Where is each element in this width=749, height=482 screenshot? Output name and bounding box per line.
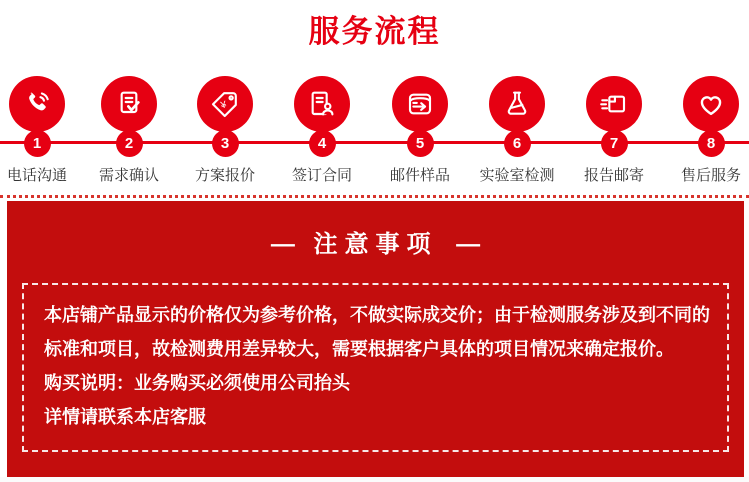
process-step-5	[365, 70, 475, 185]
process-step-4	[267, 70, 377, 185]
step-label: 报告邮寄	[583, 167, 644, 184]
mail-sample-icon	[392, 76, 448, 132]
svg-text:¥: ¥	[219, 99, 228, 112]
step-number: 3	[212, 130, 239, 157]
process-step-6	[462, 70, 572, 185]
process-step-8	[656, 70, 749, 185]
notice-dashed-box	[22, 283, 729, 452]
process-step-2	[74, 70, 184, 185]
step-label: 方案报价	[194, 167, 255, 184]
step-number: 2	[116, 130, 143, 157]
notice-heading	[7, 201, 744, 259]
document-check-icon	[101, 76, 157, 132]
price-tag-icon	[197, 76, 253, 132]
notice-heading-text: 注意事项	[313, 231, 438, 258]
phone-icon	[9, 76, 65, 132]
notice-line-4: 详情请联系本店客服	[44, 407, 206, 427]
notice-banner	[7, 201, 744, 477]
report-shipping-icon	[586, 76, 642, 132]
process-step-3	[170, 70, 280, 185]
step-label: 邮件样品	[389, 167, 450, 184]
process-step-7	[559, 70, 669, 185]
after-sales-heart-icon	[683, 76, 739, 132]
step-number: 1	[24, 130, 51, 157]
bottom-strip	[0, 477, 749, 482]
notice-line-3: 购买说明：业务购买必须使用公司抬头	[44, 373, 350, 393]
step-number: 5	[407, 130, 434, 157]
step-label: 签订合同	[291, 167, 352, 184]
step-number: 7	[601, 130, 628, 157]
notice-line-1: 本店铺产品显示的价格仅为参考价格，不做实际成交价；由于检测服务涉及到不同的	[44, 305, 710, 325]
dotted-divider	[0, 195, 749, 198]
step-number: 8	[698, 130, 725, 157]
heading-dash-right: —	[456, 231, 481, 258]
step-number: 6	[504, 130, 531, 157]
step-label: 需求确认	[98, 167, 159, 184]
process-flow	[0, 70, 749, 195]
notice-line-2: 标准和项目，故检测费用差异较大，需要根据客户具体的项目情况来确定报价。	[44, 339, 674, 359]
step-number: 4	[309, 130, 336, 157]
page-title: 服务流程	[308, 14, 441, 49]
lab-flask-icon	[489, 76, 545, 132]
step-label: 售后服务	[680, 167, 741, 184]
heading-dash-left: —	[270, 231, 295, 258]
contract-sign-icon	[294, 76, 350, 132]
step-label: 实验室检测	[479, 167, 555, 184]
step-label: 电话沟通	[6, 167, 67, 184]
